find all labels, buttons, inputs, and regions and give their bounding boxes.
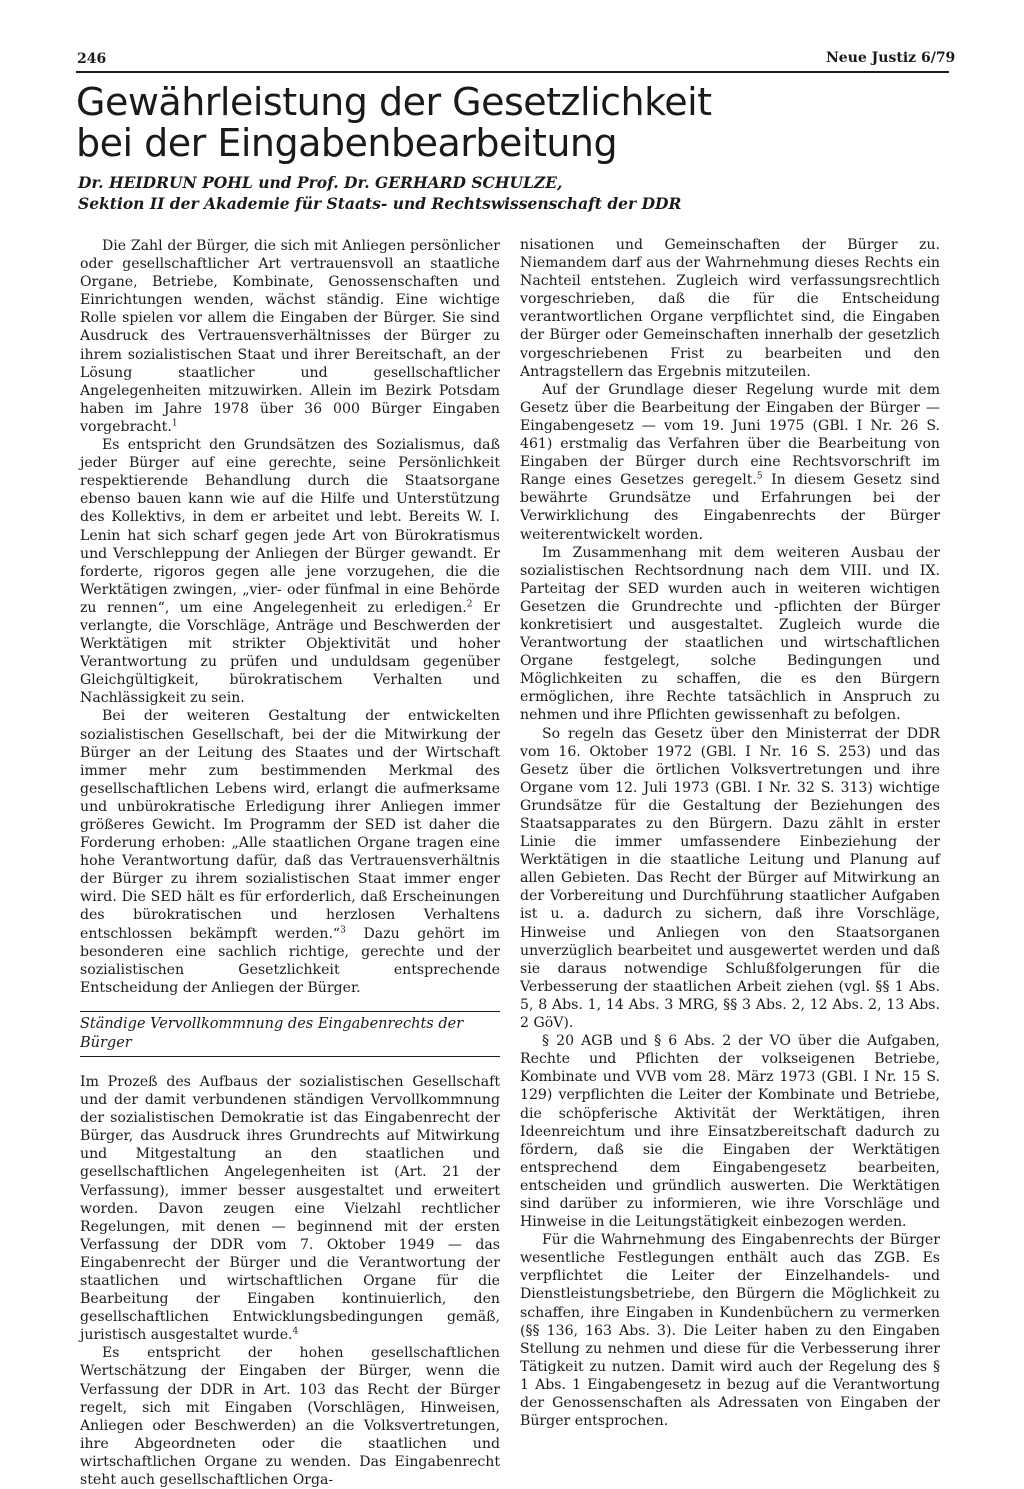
title-line-1: Gewährleistung der Gesetzlichkeit: [76, 80, 712, 124]
paragraph: Im Prozeß des Aufbaus der sozialistischen Gesellschaft und der damit verbundenen ständigen Vervollkommnung der sozialistischen Demokratie ist das Eingabenrecht der Bürger, das Ausdruck ihres Grundrechts auf Mitwirkung und Mitgestaltung an den staatlichen und gesellschaftlichen Angelegenheiten ist (Art. 21 der Verfassung), immer besser ausgestaltet und erweitert worden. Davon zeugen eine Vielzahl rechtlicher Regelungen, mit denen — beginnend mit der ersten Verfassung der DDR vom 7. Oktober 1949 — das Eingabenrecht der Bürger und die Verantwortung der staatlichen und wirtschaftlichen Organe für die Bearbeitung der Eingaben kontinuierlich, den gesellschaftlichen Entwicklungsbedingungen gemäß, juristisch ausgestaltet wurde.$^4$: [80, 1073, 500, 1344]
right-column: [520, 236, 940, 1430]
left-column: [80, 237, 500, 1489]
paragraph: Bei der weiteren Gestaltung der entwickelten sozialistischen Gesellschaft, bei der die Mitwirkung der Bürger an der Leitung des Staates und der Wirtschaft immer mehr zum bestimmenden Merkmal des gesellschaftlichen Lebens wird, erlangt die aufmerksame und unbürokratische Erledigung ihrer Anliegen immer größeres Gewicht. Im Programm der SED ist daher die Forderung erhoben: „Alle staatlichen Organe tragen eine hohe Verantwortung dafür, daß das Vertrauensverhältnis der Bürger zu ihrem sozialistischen Staat immer enger wird. Die SED hält es für erforderlich, daß Erscheinungen des bürokratischen und herzlosen Verhaltens entschlossen bekämpft werden.“$^3$ Dazu gehört im besonderen eine sachlich richtige, gerechte und der sozialistischen Gesetzlichkeit entsprechende Entscheidung der Anliegen der Bürger.: [80, 708, 500, 996]
footnote-ref: 4: [292, 1326, 299, 1337]
section-heading: Ständige Vervollkommnung des Eingabenrechts der Bürger: [80, 1011, 500, 1057]
page-number: 246: [77, 51, 107, 67]
title-line-2: bei der Eingabenbearbeitung: [76, 121, 618, 165]
article-title: [76, 82, 712, 164]
footnote-ref: 1: [171, 418, 178, 429]
footnote-ref: 2: [466, 599, 473, 610]
authors: [78, 172, 681, 214]
paragraph: § 20 AGB und § 6 Abs. 2 der VO über die Aufgaben, Rechte und Pflichten der volkseigenen Betriebe, Kombinate und VVB vom 28. März 1973 (GBl. I Nr. 15 S. 129) verpflichten die Leiter der Kombinate und Betriebe, die schöpferische Aktivität der Werktätigen, ihren Ideenreichtum und ihre Einsatzbereitschaft dadurch zu fördern, daß sie die Eingaben der Werktätigen entsprechend dem Eingabengesetz bearbeiten, entscheiden und gründlich auswerten. Die Werktätigen sind darüber zu informieren, wie ihre Vorschläge und Hinweise in die Leitungstätigkeit einbezogen werden.: [520, 1033, 940, 1231]
paragraph: So regeln das Gesetz über den Ministerrat der DDR vom 16. Oktober 1972 (GBl. I Nr. 16 S. 253) und das Gesetz über die örtlichen Volksvertretungen und ihre Organe vom 12. Juli 1973 (GBl. I Nr. 32 S. 313) wichtige Grundsätze für die Gestaltung der Beziehungen des Staatsapparates zu den Bürgern. Dazu zählt in erster Linie die immer umfassendere Einbeziehung der Werktätigen in die staatliche Leitung und Planung auf allen Gebieten. Das Recht der Bürger auf Mitwirkung an der Vorbereitung und Durchführung staatlicher Aufgaben ist u. a. dadurch zu sichern, daß ihre Vorschläge, Hinweise und Anliegen von den Staatsorganen unverzüglich bearbeitet und ausgewertet werden und daß sie daraus notwendige Schlußfolgerungen für die Verbesserung der staatlichen Arbeit ziehen (vgl. §§ 1 Abs. 5, 8 Abs. 1, 14 Abs. 3 MRG, §§ 3 Abs. 2, 12 Abs. 2, 13 Abs. 2 GöV).: [520, 725, 940, 1032]
footnote-ref: 5: [756, 471, 763, 482]
paragraph: Die Zahl der Bürger, die sich mit Anliegen persönlicher oder gesellschaftlicher Art vertrauensvoll an staatliche Organe, Betriebe, Kombinate, Genossenschaften und Einrichtungen wenden, wächst ständig. Eine wichtige Rolle spielen vor allem die Eingaben der Bürger. Sie sind Ausdruck des Vertrauensverhältnisses der Bürger zu ihrem sozialistischen Staat und ihrer Bereitschaft, an der Lösung staatlicher und gesellschaftlicher Angelegenheiten mitzuwirken. Allein im Bezirk Potsdam haben im Jahre 1978 über 36 000 Bürger Eingaben vorgebracht.$^1$: [80, 238, 500, 435]
paragraph: Für die Wahrnehmung des Eingabenrechts der Bürger wesentliche Festlegungen enthält auch das ZGB. Es verpflichtet die Leiter der Einzelhandels- und Dienstleistungsbetriebe, den Bürgern die Möglichkeit zu schaffen, ihre Eingaben in Kundenbüchern zu vermerken (§§ 136, 163 Abs. 3). Die Leiter haben zu den Eingaben Stellung zu nehmen und diese für die Verbesserung ihrer Tätigkeit zu nutzen. Damit wird auch der Regelung des § 1 Abs. 1 Eingabengesetz in bezug auf die Verantwortung der Genossenschaften als Adressaten von Eingaben der Bürger entsprochen.: [520, 1232, 940, 1430]
paragraph: Im Zusammenhang mit dem weiteren Ausbau der sozialistischen Rechtsordnung nach dem VIII. und IX. Parteitag der SED wurden auch in weiteren wichtigen Gesetzen die Grundrechte und -pflichten der Bürger konkretisiert und ausgestaltet. Zugleich wurde die Verantwortung der staatlichen und wirtschaftlichen Organe festgelegt, solche Bedingungen und Möglichkeiten zu schaffen, die es den Bürgern ermöglichen, ihre Rechte tatsächlich in Anspruch zu nehmen und ihre Pflichten gewissenhaft zu befolgen.: [520, 544, 940, 724]
header-rule: [76, 71, 949, 73]
footnote-ref: 3: [340, 924, 346, 935]
authors-line-1: Dr. HEIDRUN POHL und Prof. Dr. GERHARD SCHULZE,: [78, 173, 563, 192]
paragraph: Auf der Grundlage dieser Regelung wurde mit dem Gesetz über die Bearbeitung der Eingaben der Bürger — Eingabengesetz — vom 19. Juni 1975 (GBl. I Nr. 26 S. 461) erstmalig das Verfahren über die Bearbeitung von Eingaben der Bürger durch eine Rechtsvorschrift im Range eines Gesetzes geregelt.$^5$ In diesem Gesetz sind bewährte Grundsätze und Erfahrungen bei der Verwirklichung des Eingabenrechts der Bürger weiterentwickelt worden.: [520, 381, 940, 543]
paragraph: Es entspricht den Grundsätzen des Sozialismus, daß jeder Bürger auf eine gerechte, seine Persönlichkeit respektierende Behandlung durch die Staatsorgane ebenso bauen kann wie auf die Hilfe und Unterstützung des Kollektivs, in dem er arbeitet und lebt. Bereits W. I. Lenin hat sich scharf gegen jede Art von Bürokratismus und Verschleppung der Anliegen der Bürger gewandt. Er forderte, rigoros gegen alle jene vorzugehen, die die Werktätigen zwingen, „vier- oder fünfmal in eine Behörde zu rennen“, um eine Angelegenheit zu erledigen.$^2$ Er verlangte, die Vorschläge, Anträge und Beschwerden der Werktätigen mit strikter Objektivität und hoher Verantwortung zu prüfen und unduldsam gegenüber Gleichgültigkeit, bürokratischem Verhalten und Nachlässigkeit zu sein.: [80, 437, 500, 707]
paragraph: nisationen und Gemeinschaften der Bürger zu. Niemandem darf aus der Wahrnehmung dieses Rechts ein Nachteil entstehen. Zugleich wird verfassungsrechtlich vorgeschrieben, daß die für die Entscheidung verantwortlichen Organe verpflichtet sind, die Eingaben der Bürger oder Gemeinschaften innerhalb der gesetzlich vorgeschriebenen Frist zu bearbeiten und den Antragstellern das Ergebnis mitzuteilen.: [520, 237, 940, 380]
authors-line-2: Sektion II der Akademie für Staats- und Rechtswissenschaft der DDR: [78, 194, 682, 213]
journal-issue: Neue Justiz 6/79: [826, 50, 956, 66]
paragraph: Es entspricht der hohen gesellschaftlichen Wertschätzung der Eingaben der Bürger, wenn die Verfassung der DDR in Art. 103 das Recht der Bürger regelt, sich mit Eingaben (Vorschlägen, Hinweisen, Anliegen oder Beschwerden) an die Volksvertretungen, ihre Abgeordneten oder die staatlichen und wirtschaftlichen Organe zu wenden. Das Eingabenrecht steht auch gesellschaftlichen Orga-: [80, 1345, 500, 1488]
